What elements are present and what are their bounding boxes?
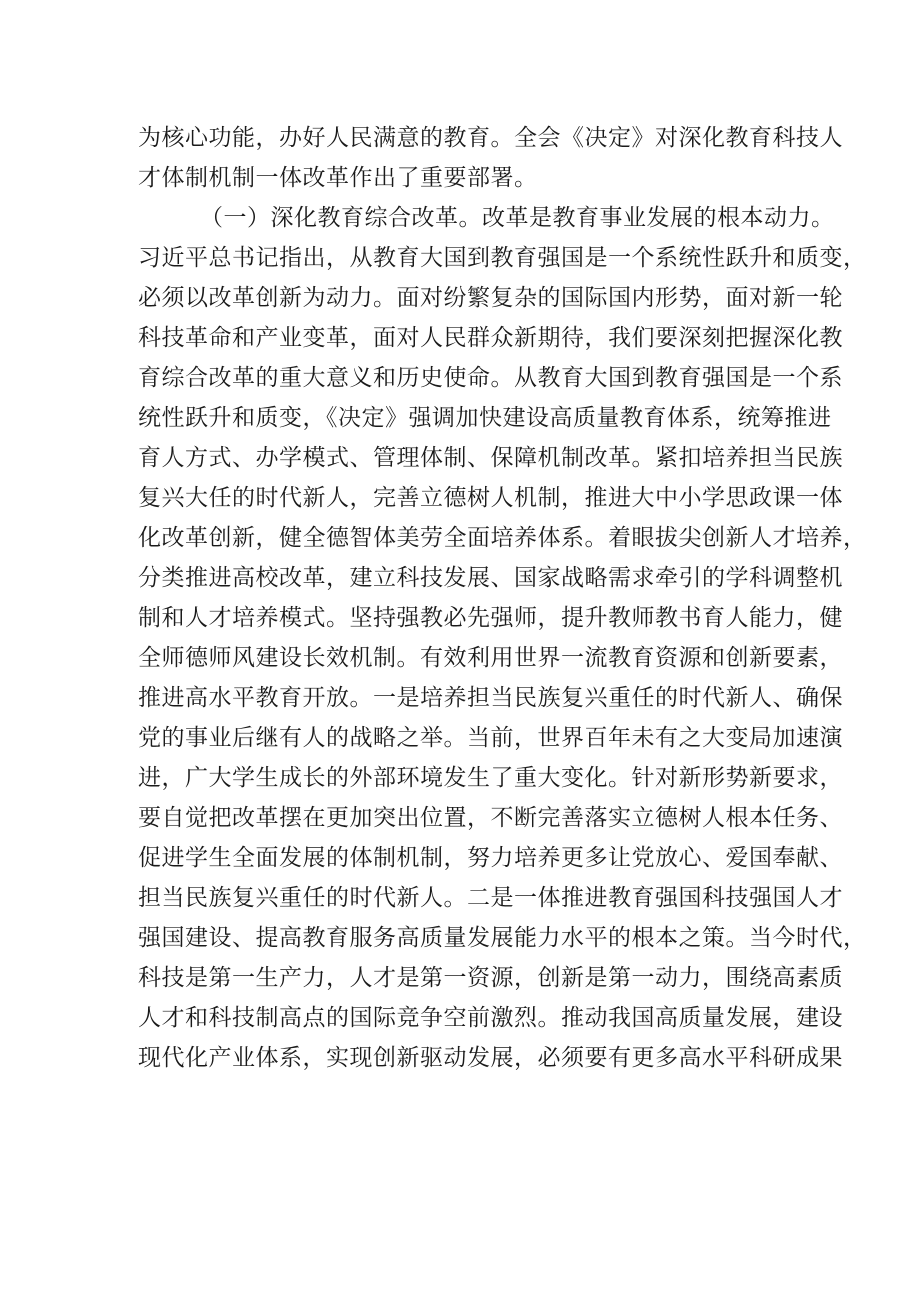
text-line: 才体制机制一体改革作出了重要部署。 bbox=[138, 165, 538, 191]
text-line: 化改革创新，健全德智体美劳全面培养体系。着眼拔尖创新人才培养， bbox=[138, 525, 867, 551]
text-line: 科技革命和产业变革，面对人民群众新期待，我们要深刻把握深化教 bbox=[138, 325, 843, 351]
body-text bbox=[138, 118, 867, 1078]
text-line: 必须以改革创新为动力。面对纷繁复杂的国际国内形势，面对新一轮 bbox=[138, 285, 843, 311]
text-line: 统性跃升和质变，《决定》强调加快建设高质量教育体系，统筹推进 bbox=[138, 405, 832, 431]
text-line: 制和人才培养模式。坚持强教必先强师，提升教师教书育人能力，健 bbox=[138, 605, 843, 631]
text-line: 为核心功能，办好人民满意的教育。全会《决定》对深化教育科技人 bbox=[138, 125, 843, 151]
text-line: 要自觉把改革摆在更加突出位置，不断完善落实立德树人根本任务、 bbox=[138, 805, 843, 831]
text-line: 育综合改革的重大意义和历史使命。从教育大国到教育强国是一个系 bbox=[138, 365, 843, 391]
text-line: 推进高水平教育开放。一是培养担当民族复兴重任的时代新人、确保 bbox=[138, 685, 843, 711]
text-line: 育人方式、办学模式、管理体制、保障机制改革。紧扣培养担当民族 bbox=[138, 445, 843, 471]
text-line: 人才和科技制高点的国际竞争空前激烈。推动我国高质量发展，建设 bbox=[138, 1005, 843, 1031]
text-line: 现代化产业体系，实现创新驱动发展，必须要有更多高水平科研成果 bbox=[138, 1045, 843, 1071]
text-line: 科技是第一生产力，人才是第一资源，创新是第一动力，围绕高素质 bbox=[138, 965, 843, 991]
text-line: 分类推进高校改革，建立科技发展、国家战略需求牵引的学科调整机 bbox=[138, 565, 843, 591]
section-heading-line: （一）深化教育综合改革。改革是教育事业发展的根本动力。 bbox=[200, 205, 835, 231]
text-line: 习近平总书记指出，从教育大国到教育强国是一个系统性跃升和质变， bbox=[138, 245, 867, 271]
text-line: 全师德师风建设长效机制。有效利用世界一流教育资源和创新要素， bbox=[138, 645, 843, 671]
text-line: 促进学生全面发展的体制机制，努力培养更多让党放心、爱国奉献、 bbox=[138, 845, 843, 871]
text-line: 进，广大学生成长的外部环境发生了重大变化。针对新形势新要求， bbox=[138, 765, 843, 791]
text-line: 担当民族复兴重任的时代新人。二是一体推进教育强国科技强国人才 bbox=[138, 885, 843, 911]
text-line: 强国建设、提高教育服务高质量发展能力水平的根本之策。当今时代， bbox=[138, 925, 867, 951]
text-line: 复兴大任的时代新人，完善立德树人机制，推进大中小学思政课一体 bbox=[138, 485, 843, 511]
text-line: 党的事业后继有人的战略之举。当前，世界百年未有之大变局加速演 bbox=[138, 725, 843, 751]
